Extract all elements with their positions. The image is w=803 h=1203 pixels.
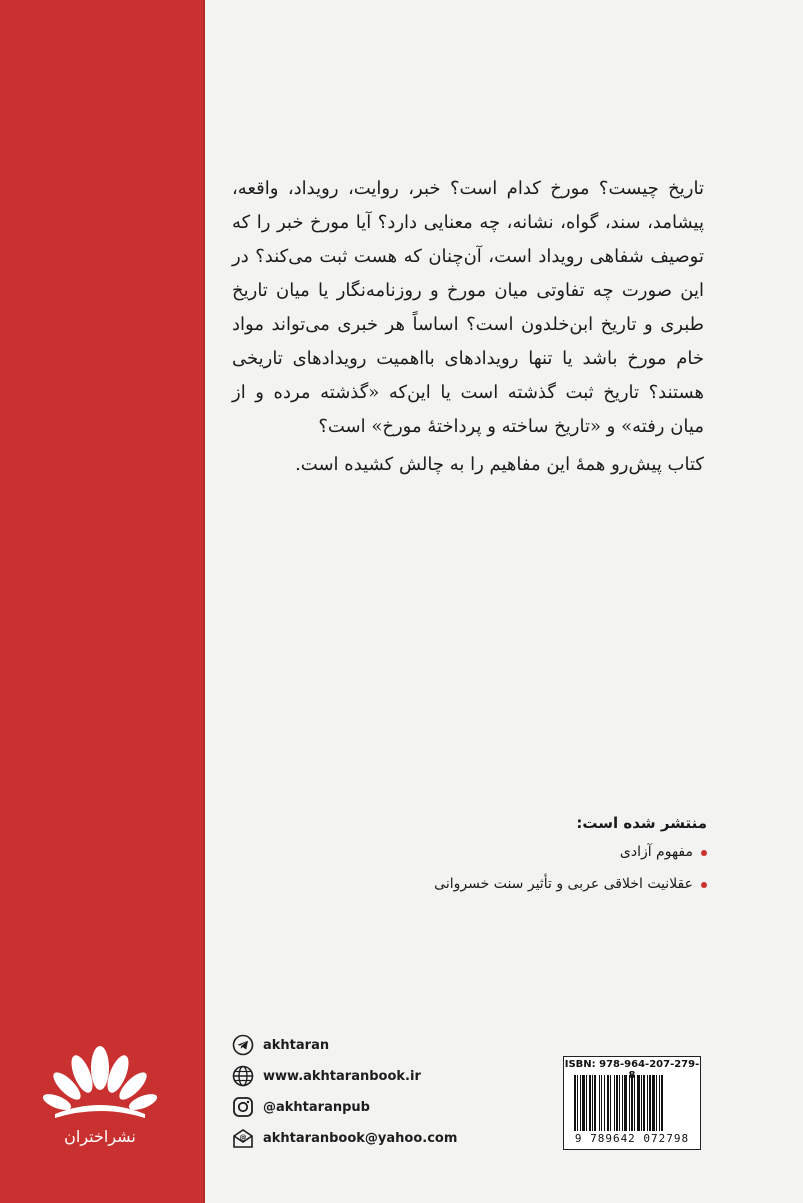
barcode-bar	[659, 1075, 660, 1131]
barcode-bar	[607, 1075, 609, 1131]
contact-website[interactable]	[232, 1065, 457, 1087]
instagram-icon	[232, 1096, 254, 1118]
barcode-bar	[656, 1075, 657, 1131]
barcode-bar	[614, 1075, 615, 1131]
barcode-bar	[634, 1075, 635, 1131]
barcode-bar	[631, 1075, 633, 1131]
barcode-bar	[641, 1075, 642, 1131]
contact-list	[232, 1034, 457, 1158]
barcode-bar	[580, 1075, 581, 1131]
barcode-bar	[610, 1075, 611, 1131]
barcode-bar	[616, 1075, 618, 1131]
barcode-bar	[624, 1075, 627, 1131]
barcode-digits: 9 789642 072798	[574, 1132, 690, 1145]
barcode-bar	[582, 1075, 585, 1131]
contact-instagram[interactable]	[232, 1096, 457, 1118]
barcode-bar	[577, 1075, 578, 1131]
email-icon	[232, 1127, 254, 1149]
email-address: akhtaranbook@yahoo.com	[263, 1130, 458, 1146]
publisher-name: نشراختران	[64, 1127, 136, 1146]
blurb-closing: کتاب پیش‌رو همهٔ این مفاهیم را به چالش کشیده است.	[295, 454, 704, 475]
barcode-image	[572, 1075, 692, 1133]
barcode-bar	[661, 1075, 663, 1131]
barcode-bar	[643, 1075, 645, 1131]
telegram-handle: akhtaran	[263, 1037, 330, 1053]
barcode-bar	[601, 1075, 602, 1131]
published-item	[434, 876, 707, 892]
isbn-label: ISBN: 978-964-207-279-	[564, 1059, 700, 1070]
contact-email[interactable]	[232, 1127, 457, 1149]
barcode-bar	[619, 1075, 620, 1131]
barcode-bar	[604, 1075, 605, 1131]
barcode-bar	[637, 1075, 640, 1131]
website-url: www.akhtaranbook.ir	[263, 1068, 421, 1084]
barcode-bar	[649, 1075, 651, 1131]
blurb-paragraph: تاریخ چیست؟ مورخ کدام است؟ خبر، روایت، رویداد، واقعه، پیشامد، سند، گواه، نشانه، چه معنایی دارد؟ آیا مورخ خبر را که توصیف شفاهی رویداد است، آن‌چنان که هست ثبت می‌کند؟ در این صورت چه تفاوتی میان مورخ و روزنامه‌نگار یا میان تاریخ طبری و تاریخ ابن‌خلدون است؟ اساساً هر خبری می‌تواند مواد خام مورخ باشد یا تنها رویدادهای بااهمیت رویدادهای تاریخی هستند؟ تاریخ ثبت گذشته است یا این‌که «گذشته مرده و از میان رفته» و «تاریخ ساخته و پرداختهٔ مورخ» است؟	[232, 178, 704, 437]
barcode-bar	[652, 1075, 655, 1131]
contact-telegram[interactable]	[232, 1034, 457, 1056]
published-list	[434, 844, 707, 892]
barcode-bar	[589, 1075, 591, 1131]
red-spine-band	[0, 0, 203, 1203]
published-item	[434, 844, 707, 860]
bullet-icon	[701, 882, 707, 888]
barcode-bar	[599, 1075, 600, 1131]
barcode-bar	[574, 1075, 576, 1131]
blurb-text	[232, 172, 704, 482]
published-books	[434, 814, 707, 908]
barcode-bar	[622, 1075, 623, 1131]
isbn-barcode-box	[563, 1056, 701, 1150]
barcode-bar	[592, 1075, 593, 1131]
instagram-handle: @akhtaranpub	[263, 1099, 370, 1115]
telegram-icon	[232, 1034, 254, 1056]
svg-text:@: @	[239, 1133, 247, 1142]
barcode-bar	[586, 1075, 587, 1131]
published-item-title: مفهوم آزادی	[619, 844, 693, 860]
published-heading: منتشر شده است:	[576, 814, 707, 832]
published-item-title: عقلانیت اخلاقی عربی و تأثیر سنت خسروانی	[434, 876, 693, 892]
barcode-bar	[629, 1075, 630, 1131]
barcode-bar	[647, 1075, 648, 1131]
globe-icon	[232, 1065, 254, 1087]
bullet-icon	[701, 850, 707, 856]
barcode-bar	[594, 1075, 596, 1131]
